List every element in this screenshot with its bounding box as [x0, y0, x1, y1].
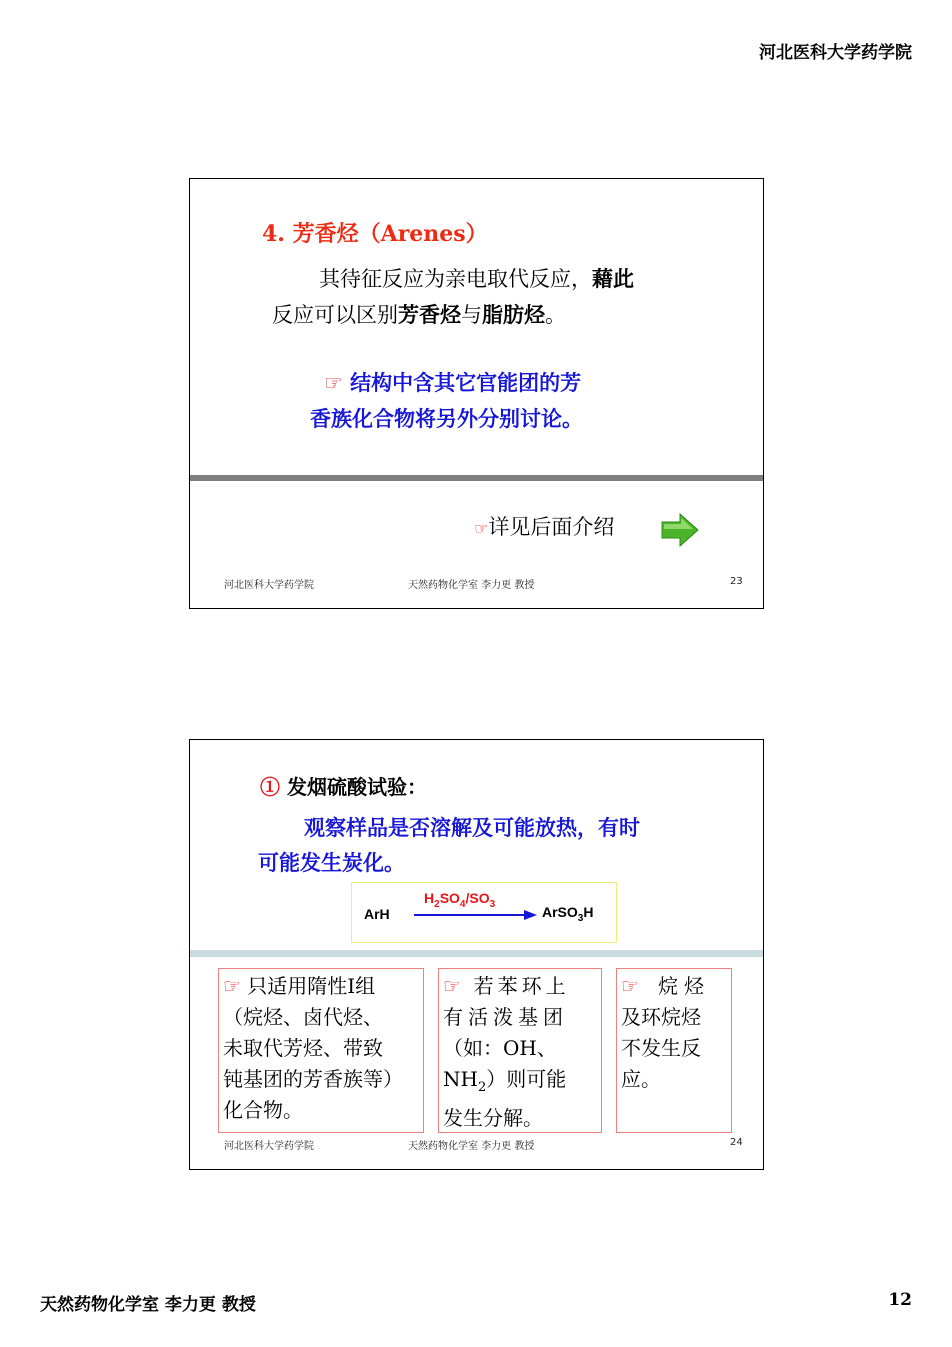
page-footer-department: 天然药物化学室 李力更 教授: [40, 1295, 256, 1315]
pointing-hand-icon: ☞: [443, 974, 461, 998]
slide-title: 4. 芳香烃（Arenes）: [262, 221, 488, 247]
reagent: $H_2SO_4/SO_3$: [424, 890, 496, 910]
slide-number: 23: [730, 576, 743, 587]
observation-text: 观察样品是否溶解及可能放热，有时 可能发生炭化。: [258, 815, 640, 875]
slide-note: ☞ 结构中含其它官能团的芳 香族化合物将另外分别讨论。: [310, 370, 583, 431]
note-box-active-groups: ☞ 若苯环上 有活泼基团 （如：OH、 $NH_2$）则可能 发生分解。: [438, 968, 602, 1133]
pointing-hand-icon: ☞: [324, 371, 343, 395]
note-box-applicability: ☞ 只适用隋性I组 （烷烃、卤代烃、 未取代芳烃、带致 钝基团的芳香族等） 化合物。: [218, 968, 424, 1133]
note-box-alkanes: ☞ 烷烃 及环烷烃 不发生反 应。: [616, 968, 732, 1133]
see-more-text: ☞详见后面介绍: [474, 515, 615, 539]
slide-footer-institution: 河北医科大学药学院: [224, 1141, 314, 1152]
page-header: 河北医科大学药学院: [759, 43, 912, 63]
slide-body: 其待征反应为亲电取代反应，藉此 反应可以区别芳香烃与脂肪烃。: [272, 266, 634, 327]
reactant: ArH: [364, 906, 390, 922]
slide-footer-institution: 河北医科大学药学院: [224, 580, 314, 591]
slide-23: [189, 178, 764, 609]
pointing-hand-icon: ☞: [474, 519, 489, 538]
slide-number: 24: [730, 1137, 743, 1148]
pointing-hand-icon: ☞: [621, 974, 639, 998]
divider-bar: [190, 475, 763, 481]
slide-footer-author: 天然药物化学室 李力更 教授: [408, 1141, 535, 1152]
reaction-arrow-icon: [412, 907, 538, 921]
reaction-scheme: [351, 882, 617, 943]
slide-title: ① 发烟硫酸试验：: [260, 775, 427, 799]
slide-footer-author: 天然药物化学室 李力更 教授: [408, 580, 535, 591]
pointing-hand-icon: ☞: [223, 974, 241, 998]
slide-24: [189, 739, 764, 1170]
green-arrow-right-icon[interactable]: [660, 512, 700, 548]
page-number: 12: [888, 1290, 912, 1310]
divider-bar: [190, 950, 763, 957]
product: ArSO$_3$H: [542, 904, 594, 924]
